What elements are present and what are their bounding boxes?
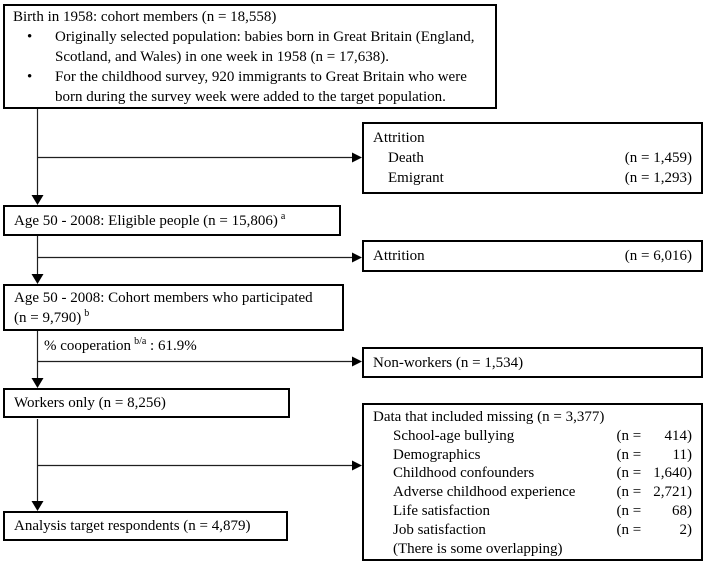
- nonworkers-text: Non-workers (n = 1,534): [373, 354, 524, 371]
- missing-row-demographics: Demographics (n = 11): [393, 446, 692, 463]
- birth-title: Birth in 1958: cohort members (n = 18,558): [13, 9, 277, 25]
- arrow-to-missing-data: [38, 461, 363, 471]
- attrition-box: [362, 240, 703, 272]
- row-label: Life satisfaction: [393, 502, 491, 519]
- eligible-text: Age 50 - 2008: Eligible people (n = 15,806): [14, 212, 278, 229]
- birth-box: [3, 4, 497, 109]
- bullet-icon: •: [27, 29, 33, 45]
- bullet-item: [13, 27, 487, 67]
- missing-row-life-satisfaction: Life satisfaction (n = 68): [393, 502, 692, 519]
- bullet-1-line-2: Scotland, and Wales) in one week in 1958 (n = 17,638).: [55, 49, 389, 65]
- row-n: 1,640: [653, 465, 687, 482]
- cooperation-rate-label: [44, 338, 197, 355]
- footnote-marker-a: a: [280, 210, 286, 222]
- cooperation-value: : 61.9%: [150, 338, 197, 354]
- missing-data-box: [362, 403, 703, 561]
- missing-row-bullying: School-age bullying (n = 414): [393, 427, 692, 444]
- bullet-1-line-1: Originally selected population: babies born in Great Britain (England,: [55, 29, 475, 45]
- row-label: Emigrant: [388, 170, 444, 186]
- row-label: Job satisfaction: [393, 521, 486, 538]
- row-label: Demographics: [393, 446, 481, 463]
- arrow-to-attrition-2: [38, 253, 363, 263]
- attrition-row-death: [373, 148, 692, 168]
- cooperation-prefix: % cooperation: [44, 338, 132, 354]
- arrow-participated-to-workers: [32, 331, 44, 388]
- attrition-row-emigrant: [373, 168, 692, 188]
- missing-title: Data that included missing (n = 3,377): [373, 409, 605, 425]
- footnote-marker-b: b: [84, 308, 90, 319]
- workers-only-box: [3, 388, 290, 418]
- row-label: Childhood confounders: [393, 465, 535, 482]
- bullet-2-line-1: For the childhood survey, 920 immigrants to Great Britain who were: [55, 69, 467, 85]
- participated-line-1: Age 50 - 2008: Cohort members who participated: [14, 290, 313, 306]
- analysis-target-box: [3, 511, 288, 541]
- arrow-to-nonworkers: [38, 357, 363, 367]
- analysis-text: Analysis target respondents (n = 4,879): [14, 518, 251, 534]
- nonworkers-box: [362, 347, 703, 378]
- row-n: 2,721: [653, 484, 687, 501]
- missing-footnote: (There is some overlapping): [393, 540, 563, 557]
- missing-row-confounders: Childhood confounders (n = 1,640): [393, 465, 692, 482]
- bullet-item: [13, 67, 487, 107]
- arrow-to-attrition-1: [38, 153, 363, 163]
- row-label: School-age bullying: [393, 427, 515, 444]
- participated-line-2: (n = 9,790): [14, 310, 82, 326]
- cooperation-sup: b/a: [134, 336, 147, 347]
- row-label: Adverse childhood experience: [393, 484, 576, 501]
- row-n: 11: [672, 446, 687, 463]
- attrition-death-emigrant-box: [362, 122, 703, 194]
- participated-box: [3, 284, 344, 331]
- arrow-eligible-to-participated: [32, 236, 44, 284]
- row-n: 414: [664, 427, 687, 444]
- missing-row-adverse-experience: Adverse childhood experience (n = 2,721): [393, 484, 692, 501]
- eligible-people-box: [3, 205, 341, 236]
- workers-text: Workers only (n = 8,256): [14, 395, 166, 411]
- row-n: 68: [672, 502, 687, 519]
- bullet-icon: •: [27, 69, 33, 85]
- bullet-2-line-2: born during the survey week were added to the target population.: [55, 89, 446, 105]
- row-value: (n = 1,459): [624, 150, 692, 166]
- attrition-title: Attrition: [373, 130, 425, 146]
- missing-row-job-satisfaction: Job satisfaction (n = 2): [393, 521, 692, 538]
- row-n: 2: [679, 521, 687, 538]
- attrition-value: (n = 6,016): [624, 248, 692, 264]
- row-label: Death: [388, 150, 424, 166]
- row-value: (n = 1,293): [624, 170, 692, 186]
- attrition-label: Attrition: [373, 248, 425, 264]
